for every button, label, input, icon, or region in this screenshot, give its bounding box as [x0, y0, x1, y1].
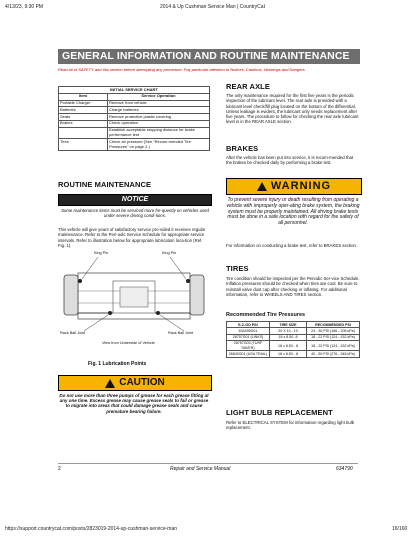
table-cell: Check air pressure (See "Recom-mended Tire Pressures" on page 2.) [108, 139, 210, 151]
table-row [59, 107, 210, 114]
table-cell: 28757G03 (TURF SAVER) [227, 340, 270, 351]
doc-number: 634790 [336, 466, 353, 472]
tire-pressures-heading: Recommended Tire Pressures [226, 312, 306, 318]
table-cell: Charge batteries [108, 107, 210, 114]
table-row [59, 100, 210, 107]
table-row [59, 127, 210, 139]
rear-axle-text: The only maintenance required for the first five years is the periodic inspection of the lubricant level. The rear axle is provided with a lubricant level check/fill plug located on the bottom of the differential. Unless leakage is evident, the lubricant only needs replacement after five years. The procedure to follow for checking the rear axle lubricant level is in the REAR AXLE section. [226, 93, 359, 125]
print-page-count: 16/160 [392, 526, 408, 532]
section-banner: GENERAL INFORMATION AND ROUTINE MAINTENANCE [58, 49, 360, 64]
table-cell: 18 x 8.50 - 8 [270, 340, 307, 351]
warning-text: To prevent severe injury or death resulting from operating a vehicle with improperly oper-ating brake system, the braking system must be properly maintained. All driving brake tests must be done in a safe location with regard for the safety of all personnel. [226, 197, 360, 227]
print-url: https://support.countrycat.com/posts/2823019-2014-up-cushman-service-man [5, 526, 178, 532]
print-title: 2014 & Up Cushman Service Man | CountryCat [160, 4, 265, 10]
table-cell: Remove from vehicle [108, 100, 210, 107]
label-rack-ball-joint-left: Rack Ball Joint [60, 331, 86, 335]
safety-note: Read all of SAFETY and this section before attempting any procedure. Pay particular attention to Notices, Cautions, Warnings and Dangers. [58, 67, 306, 72]
table-cell: Remove protective plastic covering [108, 114, 210, 121]
tire-header-size: TIRE SIZE [270, 322, 307, 328]
table-cell: Brakes [59, 120, 108, 127]
table-cell: 18 - 22 PSI (124 - 152 kPa) [307, 334, 360, 340]
table-cell: 20 X 10 - 10 [270, 328, 307, 334]
routine-maintenance-paragraph: This vehicle will give years of satisfactory service pro-vided it receives regular maintenance. Refer to the Peri-odic Service Schedule for appropriate service intervals. Refer to illustration below for appropriate lubrication loca-tion (Ref. Fig. 1). [58, 227, 206, 248]
table-row [59, 139, 210, 151]
table-cell: Portable Charger [59, 100, 108, 107]
light-bulb-heading: LIGHT BULB REPLACEMENT [226, 408, 333, 417]
table-cell: 634495G01 [227, 328, 270, 334]
initial-service-chart [58, 86, 210, 151]
brakes-heading: BRAKES [226, 144, 259, 153]
page-number: 2 [58, 466, 61, 472]
service-chart-header-item: Item [59, 93, 108, 100]
service-chart-header-operation: Service Operation [108, 93, 210, 100]
table-cell: 18 x 8.50 - 8 [270, 351, 307, 357]
table-cell: Batteries [59, 107, 108, 114]
table-cell: 18 - 22 PSI (124 - 152 kPa) [307, 340, 360, 351]
table-cell: Check operation [108, 120, 210, 127]
brakes-text: After the vehicle has been put into service, it is recom-mended that the brakes be checked daily by performing a brake test. [226, 155, 354, 166]
table-cell: 18 x 8.50- 8 [270, 334, 307, 340]
service-chart-title: INITIAL SERVICE CHART [59, 87, 210, 94]
table-row [59, 120, 210, 127]
warning-banner [226, 178, 362, 195]
lubrication-figure [58, 251, 210, 361]
table-cell: Seats [59, 114, 108, 121]
table-cell: 26842G01 (USA TRAIL) [227, 351, 270, 357]
tires-heading: TIRES [226, 264, 249, 273]
table-cell: Tires [59, 139, 108, 151]
rear-axle-heading: REAR AXLE [226, 82, 270, 91]
tires-text: Tire condition should be inspected per the Periodic Ser-vice Schedule. Inflation pressures should be checked when tires are cool. Be sure to reinstall valve dust cap after checking or inflating. For additional information, refer to WHEELS AND TIRES section. [226, 276, 360, 297]
table-row [227, 340, 360, 351]
caution-label: CAUTION [119, 377, 165, 388]
label-underside-view: View from Underside of Vehicle [102, 341, 155, 345]
table-row [59, 114, 210, 121]
notice-text: Some maintenance items must be serviced more fre-quently on vehicles used under severe driving condi-tions. [61, 208, 209, 219]
notice-label: NOTICE [58, 194, 212, 206]
light-bulb-text: Refer to ELECTRICAL SYSTEM for information regarding light bulb replacement. [226, 420, 355, 431]
table-row [227, 351, 360, 357]
tire-header-psi: RECOMMENDED PSI [307, 322, 360, 328]
warning-label: WARNING [270, 180, 332, 192]
table-cell: Establish acceptable stopping distance for brake performance test [108, 127, 210, 139]
brakes-after-text: For information on conducting a brake test, refer to BRAKES section. [226, 243, 358, 248]
print-datetime: 4/13/23, 9:30 PM [5, 4, 44, 10]
label-rack-ball-joint-right: Rack Ball Joint [168, 331, 194, 335]
table-cell: 24 - 30 PSI (166 - 206 kPa) [307, 328, 360, 334]
caution-banner [58, 375, 212, 391]
caution-triangle-icon [105, 379, 115, 388]
warning-triangle-icon [257, 182, 267, 191]
footer-rule [58, 463, 358, 464]
table-cell [59, 127, 108, 139]
tire-header-pn: E-Z-GO P/N [227, 322, 270, 328]
table-cell: 28757G01 (LINKS) [227, 334, 270, 340]
routine-maintenance-heading: ROUTINE MAINTENANCE [58, 180, 152, 189]
label-king-pin-right: King Pin [162, 251, 177, 255]
manual-title: Repair and Service Manual [170, 466, 231, 472]
tire-pressures-table [226, 321, 360, 358]
caution-text: Do not use more than three pumps of grease for each grease fitting at any one time. Excess grease may cause grease seals to fail or grease to migrate into areas that could damage grease seals and cause premature bearing failure. [59, 393, 209, 414]
table-cell: 40 - 50 PSI (276 - 345 kPa) [307, 351, 360, 357]
label-king-pin-left: King Pin [94, 251, 109, 255]
figure-caption: Fig. 1 Lubrication Points [88, 361, 147, 367]
